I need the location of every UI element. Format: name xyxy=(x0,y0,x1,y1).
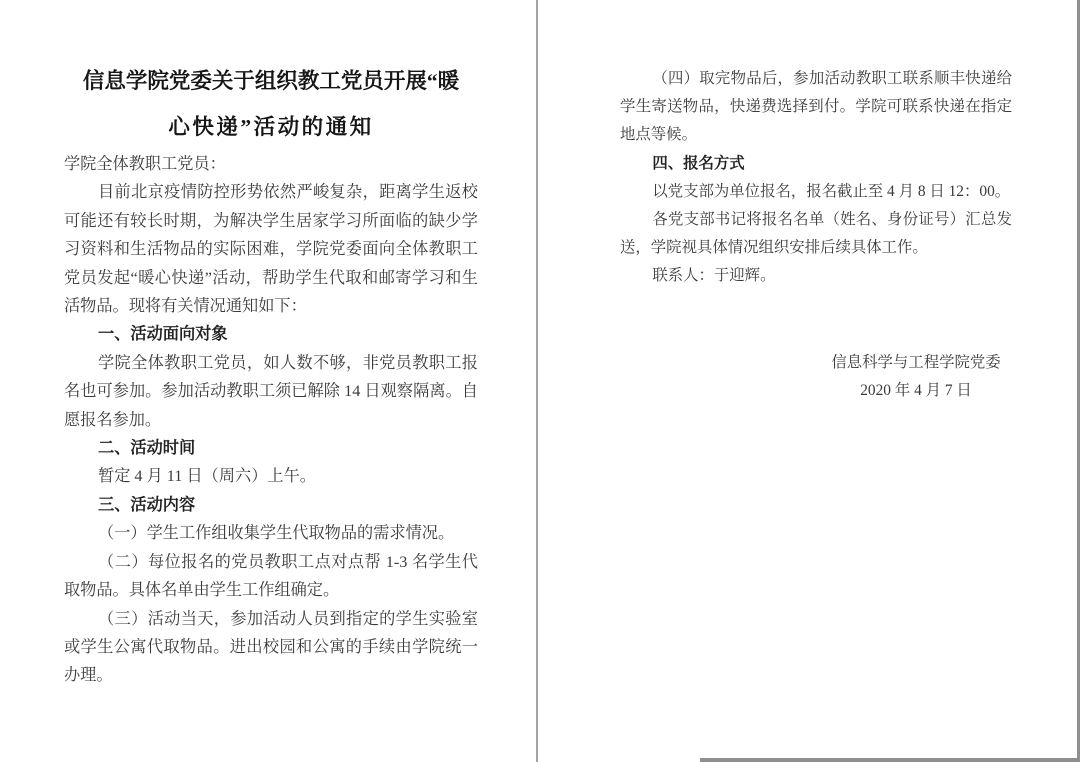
section-heading: 四、报名方式 xyxy=(652,154,745,172)
page-1-body xyxy=(64,150,478,690)
paragraph: （四）取完物品后，参加活动教职工联系顺丰快递给学生寄送物品，快递费选择到付。学院可联系快递在指定地点等候。 xyxy=(620,70,1012,144)
section-heading: 一、活动面向对象 xyxy=(98,325,228,344)
paragraph: 以党支部为单位报名，报名截止至 4 月 8 日 12：00。 xyxy=(652,182,1011,200)
paragraph: 各党支部书记将报名名单（姓名、身份证号）汇总发送，学院视具体情况组织安排后续具体工作。 xyxy=(620,211,1012,257)
notice-page-1 xyxy=(64,0,478,690)
paragraph: 暂定 4 月 11 日（周六）上午。 xyxy=(98,467,316,486)
paragraph: （二）每位报名的党员教职工点对点帮 1-3 名学生代取物品。具体名单由学生工作组确定。 xyxy=(64,552,478,600)
paragraph: （三）活动当天，参加活动人员到指定的学生实验室或学生公寓代取物品。进出校园和公寓的手续由学院统一办理。 xyxy=(64,609,478,685)
salutation-line: 学院全体教职工党员： xyxy=(64,155,226,173)
section-heading: 二、活动时间 xyxy=(98,439,196,458)
signature-date: 2020 年 4 月 7 日 xyxy=(860,381,972,399)
paragraph: 联系人：于迎辉。 xyxy=(652,267,776,285)
page-2-body xyxy=(620,0,1012,291)
page-divider xyxy=(536,0,538,762)
paragraph: 学院全体教职工党员，如人数不够，非党员教职工报名也可参加。参加活动教职工须已解除 14 日观察隔离。自愿报名参加。 xyxy=(64,353,478,429)
notice-title xyxy=(64,0,478,150)
title-line-1: 信息学院党委关于组织教工党员开展“暖 xyxy=(82,69,460,93)
signature-org: 信息科学与工程学院党委 xyxy=(831,353,1001,371)
section-heading: 三、活动内容 xyxy=(98,495,196,514)
signature-block xyxy=(826,349,1006,405)
notice-page-2 xyxy=(620,0,1012,405)
paragraph: 目前北京疫情防控形势依然严峻复杂，距离学生返校可能还有较长时期，为解决学生居家学习所面临的缺少学习资料和生活物品的实际困难，学院党委面向全体教职工党员发起“暖心快递”活动，帮助学生代取和邮寄学习和生活物品。现将有关情况通知如下： xyxy=(64,183,478,316)
title-line-2: 心快递”活动的通知 xyxy=(168,115,374,139)
paragraph: （一）学生工作组收集学生代取物品的需求情况。 xyxy=(98,524,455,543)
window-bottom-border xyxy=(700,758,1080,762)
